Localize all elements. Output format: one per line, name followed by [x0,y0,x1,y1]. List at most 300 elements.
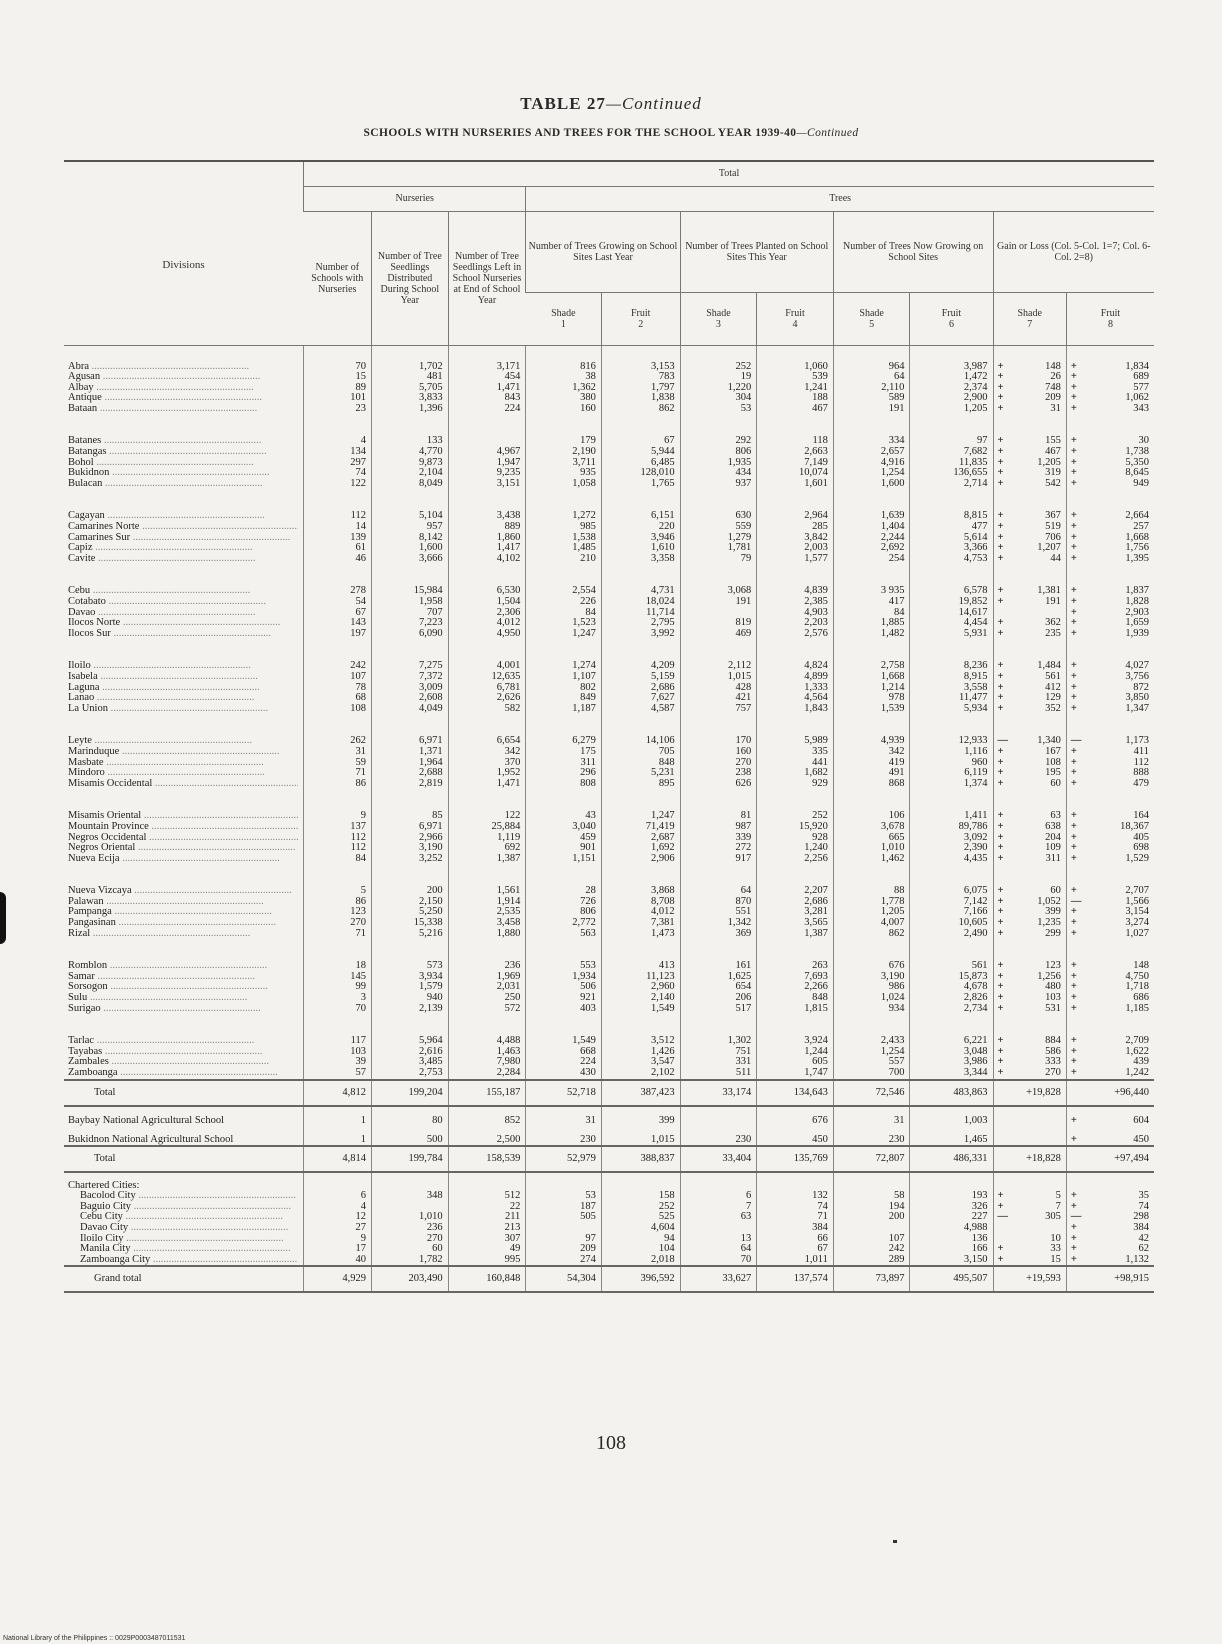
col-6-value: 848 [757,993,834,1004]
col-5-value: 987 [680,822,757,833]
row-name: Nueva Vizcaya ..... [68,886,298,897]
col-6-value: 1,682 [757,768,834,779]
gain-shade [993,1212,1066,1223]
col-5-value: 161 [680,939,757,972]
col-8-value: 2,900 [910,393,993,404]
row-label [64,833,304,844]
table-row [64,1255,1154,1267]
col-8-value: 166 [910,1244,993,1255]
table-row [64,1191,1154,1202]
col-5-value: 70 [680,1255,757,1267]
table-row [64,693,1154,704]
col-6-value: 15,920 [757,822,834,833]
col-1-value: 199,204 [372,1080,449,1106]
sign: + [997,1056,1004,1068]
col5-header: Shade 5 [833,292,910,345]
col-8-value: 3,150 [910,1255,993,1267]
sign: + [997,1035,1004,1047]
col-2-value: 4,950 [448,629,526,640]
value: 1,347 [1125,702,1149,714]
sign: + [1070,681,1077,693]
col-7-value: 868 [833,779,910,790]
col-0-value: 123 [304,907,372,918]
value: 235 [1045,627,1061,639]
gain-fruit [1066,854,1154,865]
sign: + [997,477,1004,489]
col-6-value: 384 [757,1223,834,1234]
gain-shade [993,629,1066,640]
row-name: Iloilo City ..... [68,1234,298,1245]
value: 298 [1133,1211,1149,1223]
value: 1,132 [1125,1253,1149,1265]
row-label [64,404,304,415]
col-2-value: 25,884 [448,822,526,833]
value: 467 [1045,446,1061,458]
sign: + [1070,885,1077,897]
col-7-value: 862 [833,929,910,940]
col-8-value: 3,344 [910,1068,993,1080]
col-5-value: 64 [680,864,757,897]
col-8-value: 1,116 [910,747,993,758]
col-4-value: 220 [601,522,680,533]
col-7-value: 1,254 [833,468,910,479]
row-name: Rizal ..... [68,929,298,940]
table-row [64,393,1154,404]
col-0-value: 86 [304,897,372,908]
col-4-value: 1,015 [601,1126,680,1146]
value: 531 [1045,1002,1061,1014]
col-0-value: 101 [304,393,372,404]
value: 362 [1045,617,1061,629]
table-row [64,479,1154,490]
sign: + [1070,810,1077,822]
col-5-value: 33,404 [680,1146,757,1172]
value: 204 [1045,831,1061,843]
col-4-value: 158 [601,1191,680,1202]
value: 1,185 [1125,1002,1149,1014]
row-name: Nueva Ecija ..... [68,854,298,865]
col-6-value: 285 [757,522,834,533]
row-label [64,608,304,619]
sign: + [997,670,1004,682]
col-3-value: 296 [526,768,602,779]
value: 123 [1045,960,1061,972]
divisions-header: Divisions [64,186,304,345]
col-7-value: 194 [833,1202,910,1213]
col-5-value: 252 [680,345,757,372]
col-7-value: 1,404 [833,522,910,533]
col-8-value: 89,786 [910,822,993,833]
col-2-value: 213 [448,1223,526,1234]
sign: + [1070,392,1077,404]
col1-header: Shade 1 [526,292,602,345]
col-1-value: 2,753 [372,1068,449,1080]
archive-footer: National Library of the Philippines :: 0029P0003487011531 [3,1635,186,1642]
col-2-value: 250 [448,993,526,1004]
table-row [64,789,1154,822]
sign: + [1070,552,1077,564]
col-8-value: 5,614 [910,533,993,544]
col-2-value: 1,880 [448,929,526,940]
col-5-value: 63 [680,1212,757,1223]
col-5-value: 292 [680,414,757,447]
value: +19,828 [1026,1086,1061,1098]
col-6-value: 1,601 [757,479,834,490]
col-0-value: 74 [304,468,372,479]
sign: + [1070,777,1077,789]
value: +18,828 [1026,1152,1061,1164]
col-0-value: 137 [304,822,372,833]
table-row [64,864,1154,897]
col-8-value: 1,205 [910,404,993,415]
col-7-value: 557 [833,1057,910,1068]
col-0-value: 117 [304,1014,372,1047]
row-label [64,758,304,769]
table-row [64,1212,1154,1223]
col-0-value: 4 [304,1202,372,1213]
value: 2,709 [1125,1035,1149,1047]
col-3-value: 921 [526,993,602,1004]
col-4-value: 848 [601,758,680,769]
sign: + [997,692,1004,704]
col-4-value: 3,153 [601,345,680,372]
gain-fruit [1066,554,1154,565]
col-5-value: 19 [680,372,757,383]
sign: + [1070,1045,1077,1057]
sign: — [1070,1211,1082,1223]
value: 1,205 [1037,456,1061,468]
col-3-value: 43 [526,789,602,822]
gain-fruit [1066,929,1154,940]
row-label [64,522,304,533]
col-6-value: 1,577 [757,554,834,565]
nurseries-header: Nurseries [304,186,526,211]
row-name: Baybay National Agricultural School [68,1114,225,1126]
empty-cell [448,1172,526,1192]
col-6-value: 1,843 [757,704,834,715]
col-2-value: 122 [448,789,526,822]
col-0-value: 67 [304,608,372,619]
gain-shade [993,929,1066,940]
empty-cell [680,1172,757,1192]
row-label [64,597,304,608]
col-1-value: 5,104 [372,489,449,522]
col-1-value: 3,833 [372,393,449,404]
col-5-value: 1,015 [680,672,757,683]
col-7-value: 254 [833,554,910,565]
col-2-value: 4,967 [448,447,526,458]
gain-fruit [1066,489,1154,522]
col-1-value: 3,485 [372,1057,449,1068]
col-8-value: 4,753 [910,554,993,565]
col-5-value: 1,220 [680,383,757,394]
col-5-value: 937 [680,479,757,490]
empty-cell [601,1172,680,1192]
sign: + [997,852,1004,864]
col-8-value: 8,915 [910,672,993,683]
gain-shade [993,564,1066,597]
col-7-value: 1,778 [833,897,910,908]
value: 2,664 [1125,510,1149,522]
col-1-value: 1,396 [372,404,449,415]
value: 299 [1045,927,1061,939]
value: 257 [1133,521,1149,533]
value: 44 [1050,552,1061,564]
row-label [64,1126,304,1146]
sign: + [997,531,1004,543]
value: 399 [1045,906,1061,918]
col-1-value: 707 [372,608,449,619]
row-name: Albay ..... [68,383,298,394]
col-4-value: 783 [601,372,680,383]
row-name: Bukidnon National Agricultural School [68,1133,234,1145]
col-3-value: 226 [526,597,602,608]
row-label [64,1234,304,1245]
col-0-value: 262 [304,714,372,747]
gain-shade [993,1004,1066,1015]
col-3-value: 1,151 [526,854,602,865]
col-7-value [833,1223,910,1234]
table-row [64,1202,1154,1213]
col-3-value: 1,538 [526,533,602,544]
gain-fruit [1066,1080,1154,1106]
col-6-value: 4,903 [757,608,834,619]
row-label [64,672,304,683]
sign: + [1070,842,1077,854]
col-8-value: 3,987 [910,345,993,372]
col-2-value: 342 [448,747,526,758]
col-8-value: 6,221 [910,1014,993,1047]
value: 191 [1045,596,1061,607]
col-1-value: 7,275 [372,639,449,672]
col-0-value: 143 [304,618,372,629]
col-4-value: 11,714 [601,608,680,619]
sign: + [1070,402,1077,414]
col-6-value: 134,643 [757,1080,834,1106]
value: 74 [1138,1200,1149,1212]
col-8-value: 15,873 [910,972,993,983]
col-2-value: 2,284 [448,1068,526,1080]
value: 412 [1045,681,1061,693]
col-6-value: 2,266 [757,982,834,993]
row-label [64,458,304,469]
col-1-value: 2,966 [372,833,449,844]
col-5-value: 230 [680,1126,757,1146]
sign: + [997,1002,1004,1014]
col-7-value: 84 [833,608,910,619]
col-1-value: 1,579 [372,982,449,993]
col-8-value: 2,826 [910,993,993,1004]
col-2-value: 889 [448,522,526,533]
row-name: Capiz ..... [68,543,298,554]
col-1-value: 3,252 [372,854,449,865]
col-6-value: 10,074 [757,468,834,479]
col-6-value: 1,060 [757,345,834,372]
row-name: Manila City ..... [68,1244,298,1255]
col-5-value: 339 [680,833,757,844]
gain-shade [993,1126,1066,1146]
gain-fruit [1066,789,1154,822]
table-row [64,854,1154,865]
row-name: Negros Oriental ..... [68,843,298,854]
gain-fruit [1066,714,1154,747]
col-6-value: 2,203 [757,618,834,629]
col-5-value: 819 [680,618,757,629]
sign: + [1070,510,1077,522]
col-1-value: 85 [372,789,449,822]
sign: + [1070,767,1077,779]
col8-header: Fruit 8 [1066,292,1154,345]
table-row [64,1126,1154,1146]
sign: + [1070,1200,1077,1212]
gain-shade [993,1255,1066,1267]
row-label [64,629,304,640]
row-name: Camarines Sur ..... [68,533,298,544]
col-6-value: 1,244 [757,1047,834,1058]
row-label [64,843,304,854]
table-row [64,345,1154,372]
value: 480 [1045,981,1061,993]
sign: + [1070,617,1077,629]
col-0-value: 6 [304,1191,372,1202]
sign: + [997,981,1004,993]
col-8-value: 561 [910,939,993,972]
col-4-value: 7,627 [601,693,680,704]
col-2-value: 843 [448,393,526,404]
trees-planted-header: Number of Trees Planted on School Sites This Year [680,211,833,292]
col-2-value: 236 [448,939,526,972]
col-4-value: 2,906 [601,854,680,865]
col-8-value: 97 [910,414,993,447]
col-5-value: 3,068 [680,564,757,597]
col-7-value: 2,758 [833,639,910,672]
col-0-value: 112 [304,843,372,854]
empty-cell [993,1172,1066,1192]
value: 1,173 [1125,735,1149,747]
col-1-value: 1,964 [372,758,449,769]
value: 1,718 [1125,981,1149,993]
value: 1,062 [1125,392,1149,404]
row-label [64,939,304,972]
table-row [64,1234,1154,1245]
sign: + [1070,521,1077,533]
col-5-value: 191 [680,597,757,608]
row-name: Cagayan ..... [68,511,298,522]
value: 3,850 [1125,692,1149,704]
sign: + [1070,1221,1077,1233]
row-label [64,864,304,897]
table-row [64,629,1154,640]
row-name: Sulu ..... [68,993,298,1004]
gain-shade [993,489,1066,522]
sign: + [997,702,1004,714]
col-8-value: 1,003 [910,1106,993,1126]
col-2-value: 3,438 [448,489,526,522]
value: 4,750 [1125,970,1149,982]
col-2-value: 49 [448,1244,526,1255]
value: 405 [1133,831,1149,843]
row-label [64,1080,304,1106]
col-7-value: 2,692 [833,543,910,554]
col-5-value: 654 [680,982,757,993]
value: 1,622 [1125,1045,1149,1057]
value: 305 [1045,1211,1061,1223]
row-label [64,854,304,865]
col-4-value: 2,960 [601,982,680,993]
col-2-value: 3,458 [448,918,526,929]
sign: + [997,446,1004,458]
col-7-value: 73,897 [833,1266,910,1292]
col-2-value: 2,306 [448,608,526,619]
col-1-value: 2,616 [372,1047,449,1058]
value: 109 [1045,842,1061,854]
row-name: Abra ..... [68,362,298,373]
col-7-value: 1,462 [833,854,910,865]
sign: + [997,756,1004,768]
table-row [64,747,1154,758]
row-label [64,393,304,404]
col-1-value: 481 [372,372,449,383]
col-7-value: 200 [833,1212,910,1223]
row-name: Bacolod City ..... [68,1191,298,1202]
col-0-value: 4,812 [304,1080,372,1106]
col-1-value: 6,971 [372,714,449,747]
gain-shade [993,1080,1066,1106]
table-row [64,833,1154,844]
data-table [64,160,1154,1293]
row-label [64,1047,304,1058]
col-4-value: 67 [601,414,680,447]
col-7-value: 1,254 [833,1047,910,1058]
row-name: Masbate ..... [68,758,298,769]
col-7-value: 934 [833,1004,910,1015]
sign: + [997,542,1004,554]
gain-fruit [1066,639,1154,672]
col-3-value: 230 [526,1126,602,1146]
col-3-value: 806 [526,907,602,918]
col-8-value: 19,852 [910,597,993,608]
table-row [64,522,1154,533]
table-row [64,972,1154,983]
row-label [64,704,304,715]
row-label [64,1212,304,1223]
sign: + [1070,1002,1077,1014]
row-label [64,1146,304,1172]
value: 15 [1050,1253,1061,1265]
col-3-value: 808 [526,779,602,790]
col-5-value: 13 [680,1234,757,1245]
value: 638 [1045,820,1061,832]
value: 2,707 [1125,885,1149,897]
col-7-value: 106 [833,789,910,822]
col-5-value: 1,279 [680,533,757,544]
col-2-value: 572 [448,1004,526,1015]
col-2-value: 512 [448,1191,526,1202]
col-4-value: 14,106 [601,714,680,747]
row-label [64,639,304,672]
gain-shade [993,1223,1066,1234]
col-0-value: 1 [304,1126,372,1146]
row-label [64,1202,304,1213]
table-row [64,608,1154,619]
sign: + [997,842,1004,854]
col-6-value: 3,924 [757,1014,834,1047]
value: 1,484 [1037,660,1061,672]
sign: + [997,1243,1004,1255]
col-0-value: 5 [304,864,372,897]
col-8-value: 1,411 [910,789,993,822]
col-0-value: 4,929 [304,1266,372,1292]
